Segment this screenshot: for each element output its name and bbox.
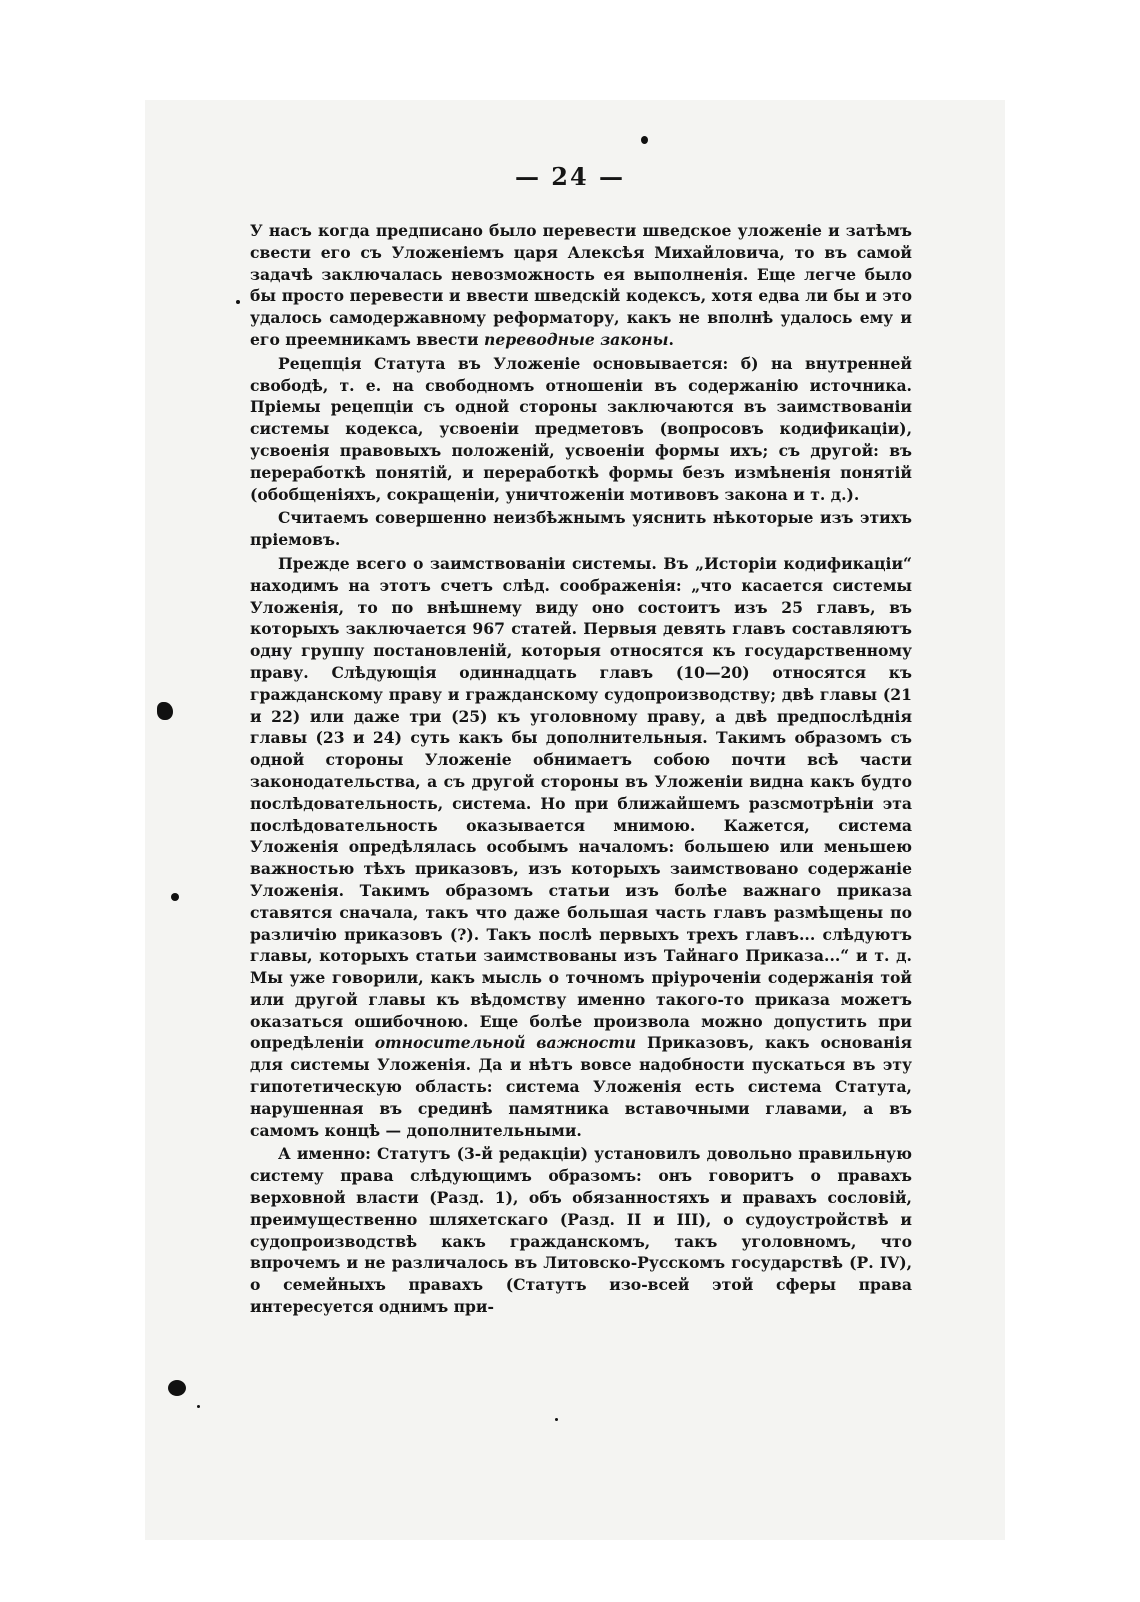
ink-speck <box>641 136 648 144</box>
body-text <box>250 220 912 1320</box>
margin-ink-mark <box>157 702 173 720</box>
margin-ink-mark <box>555 1418 558 1421</box>
text-run: Рецепція Статута въ Уложеніе основывается: б) на внутренней свободѣ, т. е. на свободномъ отношеніи въ содержанію источника. Пріемы рецепціи съ одной стороны заключаются въ заимствованіи системы кодекса, усвоеніи предметовъ (вопросовъ кодификаціи), усвоенія правовыхъ положеній, усвоеніи формы ихъ; съ другой: въ переработкѣ понятій, и переработкѣ формы безъ измѣненія понятій (обобщеніяхъ, сокращеніи, уничтоженіи мотивовъ закона и т. д.). <box>250 353 912 504</box>
text-run: А именно: Статутъ (3-й редакціи) установилъ довольно правильную систему права слѣдующимъ образомъ: онъ говоритъ о правахъ верховной власти (Разд. 1), объ обязанностяхъ и правахъ сословій, преимущественно шляхетскаго (Разд. II и III), о судоустройствѣ и судопроизводствѣ какъ гражданскомъ, такъ уголовномъ, что впрочемъ и не различалось въ Литовско-Русскомъ государствѣ (Р. IV), о семейныхъ правахъ (Статутъ изо-всей этой сферы права интересуется однимъ при- <box>250 1144 912 1317</box>
paragraph <box>250 220 912 351</box>
paragraph <box>250 1143 912 1317</box>
paragraph <box>250 507 912 551</box>
page-number: — 24 — <box>514 162 626 191</box>
text-run: У насъ когда предписано было перевести шведское уложеніе и затѣмъ свести его съ Уложеніемъ царя Алексѣя Михайловича, то въ самой задачѣ заключалась невозможность ея выполненія. Еще легче было бы просто перевести и ввести шведскій кодексъ, хотя едва ли бы и это удалось самодержавному реформатору, какъ не вполнѣ удалось ему и его преемникамъ ввести <box>250 221 912 349</box>
text-run: Считаемъ совершенно неизбѣжнымъ уяснить нѣкоторые изъ этихъ пріемовъ. <box>250 508 912 550</box>
margin-ink-mark <box>171 893 179 901</box>
italic-phrase: переводные законы <box>484 329 669 349</box>
text-run: Приказовъ, какъ основанія для системы Уложенія. Да и нѣтъ вовсе надобности пускаться въ эту гипотетическую область: система Уложенія есть система Статута, нарушенная въ срединѣ памятника вставочными главами, а въ самомъ концѣ — дополнительными. <box>250 1033 912 1140</box>
italic-phrase: относительной важности <box>374 1033 637 1053</box>
margin-ink-mark <box>197 1405 200 1408</box>
margin-ink-mark <box>236 300 240 304</box>
paragraph <box>250 353 912 506</box>
margin-ink-mark <box>168 1380 186 1396</box>
text-run: Прежде всего о заимствованіи системы. Въ „Исторіи кодификаціи“ находимъ на этотъ счетъ слѣд. соображенія: „что касается системы Уложенія, то по внѣшнему виду оно состоитъ изъ 25 главъ, въ которыхъ заключается 967 статей. Первыя девять главъ составляютъ одну группу постановленій, которыя относятся къ государственному праву. Слѣдующія одиннадцать главъ (10—20) относятся къ гражданскому праву и гражданскому судопроизводству; двѣ главы (21 и 22) или даже три (25) къ уголовному праву, а двѣ предпослѣднія главы (23 и 24) суть какъ бы дополнительныя. Такимъ образомъ съ одной стороны Уложеніе обнимаетъ собою почти всѣ части законодательства, а съ другой стороны въ Уложеніи видна какъ будто послѣдовательность, система. Но при ближайшемъ разсмотрѣніи эта послѣдовательность оказывается мнимою. Кажется, система Уложенія опредѣлялась особымъ началомъ: большею или меньшею важностью тѣхъ приказовъ, изъ которыхъ заимствовано содержаніе Уложенія. Такимъ образомъ статьи изъ болѣе важнаго приказа ставятся сначала, такъ что даже большая часть главъ размѣщены по различію приказовъ (?). Такъ послѣ первыхъ трехъ главъ... слѣдуютъ главы, которыхъ статьи заимствованы изъ Тайнаго Приказа...“ и т. д. Мы уже говорили, какъ мысль о точномъ пріуроченіи содержанія той или другой главы къ вѣдомству именно такого-то приказа можетъ оказаться ошибочною. Еще болѣе произвола можно допустить при опредѣленіи <box>250 553 912 1053</box>
text-run: . <box>668 329 674 349</box>
paragraph <box>250 553 912 1142</box>
